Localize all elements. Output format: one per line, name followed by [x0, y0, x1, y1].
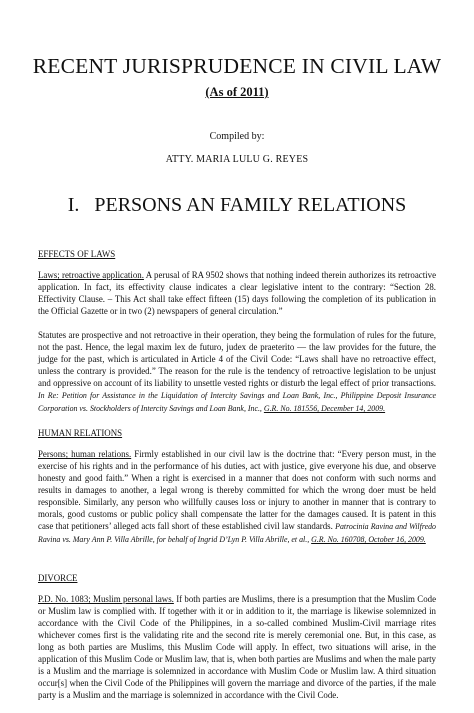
gr-number: G.R. No. 181556, December 14, 2009.: [263, 404, 386, 413]
paragraph-lead: Persons; human relations.: [38, 449, 132, 459]
document-title: RECENT JURISPRUDENCE IN CIVIL LAW: [32, 54, 442, 78]
paragraph-text: If both parties are Muslims, there is a presumption that the Muslim Code or Muslim law is complied with. If together with it or in addition to it, the marriage is likewise solemnized in accordance with the Civil Code of the Philippines, in a so-called combined Muslim-Civil marriage rites whichever comes first is the validating rite and the second rite is merely ceremonial one. But, in this case, as long as both parties are Muslims, this Muslim Code will apply. In effect, two situations will arise, in the application of this Muslim Code or Muslim law, that is, when both parties are Muslims and when the male party is a Muslim and the marriage is solemnized in accordance with Muslim Code or Muslim law. A third situation occur[s] when the Civil Code of the Philippines will govern the marriage and divorce of the parties, if the male party is a Muslim and the marriage is solemnized in accordance with the Civil Code.: [38, 594, 437, 700]
author-name: ATTY. MARIA LULU G. REYES: [165, 154, 309, 165]
paragraph-text: Statutes are prospective and not retroactive in their operation, they being the formulation of rules for the future, not the past. Hence, the legal maxim lex de futuro, judex de praeterito — the law provides for the future, the judge for the past, which is articulated in Article 4 of the Civil Code: “Laws shall have no retroactive effect, unless the contrary is provided.” The reason for the rule is the tendency of retroactive legislation to be unjust and oppressive on account of its liability to unsettle vested rights or disturb the legal effect of prior transactions.: [38, 330, 436, 388]
as-of-text: (As of 2011): [205, 85, 269, 99]
as-of-date: [0, 85, 474, 100]
paragraph-retroactive-application: [38, 269, 436, 317]
compiled-by-label: Compiled by:: [209, 131, 265, 142]
paragraph-lead: P.D. No. 1083; Muslim personal laws.: [38, 594, 174, 604]
case-citation: Patrocinia Ravina and Wilfredo Ravina vs. Mary Ann P. Villa Abrille, for behalf of Ingrid D’Lyn P. Villa Abrille, et al.,: [38, 522, 436, 544]
paragraph-lead: Laws; retroactive application.: [38, 270, 144, 280]
paragraph-prospective-statutes: [38, 329, 436, 415]
document-body: [38, 248, 436, 713]
gr-number: G.R. No. 160708, October 16, 2009.: [311, 535, 426, 544]
section-label-human-relations: HUMAN RELATIONS: [38, 428, 123, 438]
section-label-effects-of-laws: EFFECTS OF LAWS: [38, 249, 116, 259]
case-citation: In Re: Petition for Assistance in the Liquidation of Intercity Savings and Loan Bank, Inc., Philippine Deposit Insurance Corporation vs. Stockholders of Intercity Savings and Loan Bank, Inc.,: [38, 391, 436, 413]
paragraph-muslim-personal-laws: [38, 593, 436, 701]
paragraph-human-relations: [38, 448, 436, 546]
paragraph-text: A perusal of RA 9502 shows that nothing indeed therein authorizes its retroactive application. In fact, its effectivity clause indicates a clear legislative intent to the contrary: “Section 28. Effectivity Clause. – This Act shall take effect fifteen (15) days following the completion of its publication in the Official Gazette or in two (2) newspapers of general circulation.”: [38, 270, 437, 316]
paragraph-text: Firmly established in our civil law is the doctrine that: “Every person must, in the exercise of his rights and in the performance of his duties, act with justice, give everyone his due, and observe honesty and good faith.” When a right is exercised in a manner that does not conform with such norms and results in damages to another, a legal wrong is thereby committed for which the wrong doer must be held responsible. Similarly, any person who willfully causes loss or injury to another in manner that is contrary to morals, good customs or public policy shall compensate the latter for the damages caused. It is patent in this case that petitioners’ alleged acts fall short of these established civil law standards.: [38, 449, 436, 531]
chapter-heading: I. PERSONS AN FAMILY RELATIONS: [67, 194, 407, 216]
section-label-divorce: DIVORCE: [38, 573, 78, 583]
